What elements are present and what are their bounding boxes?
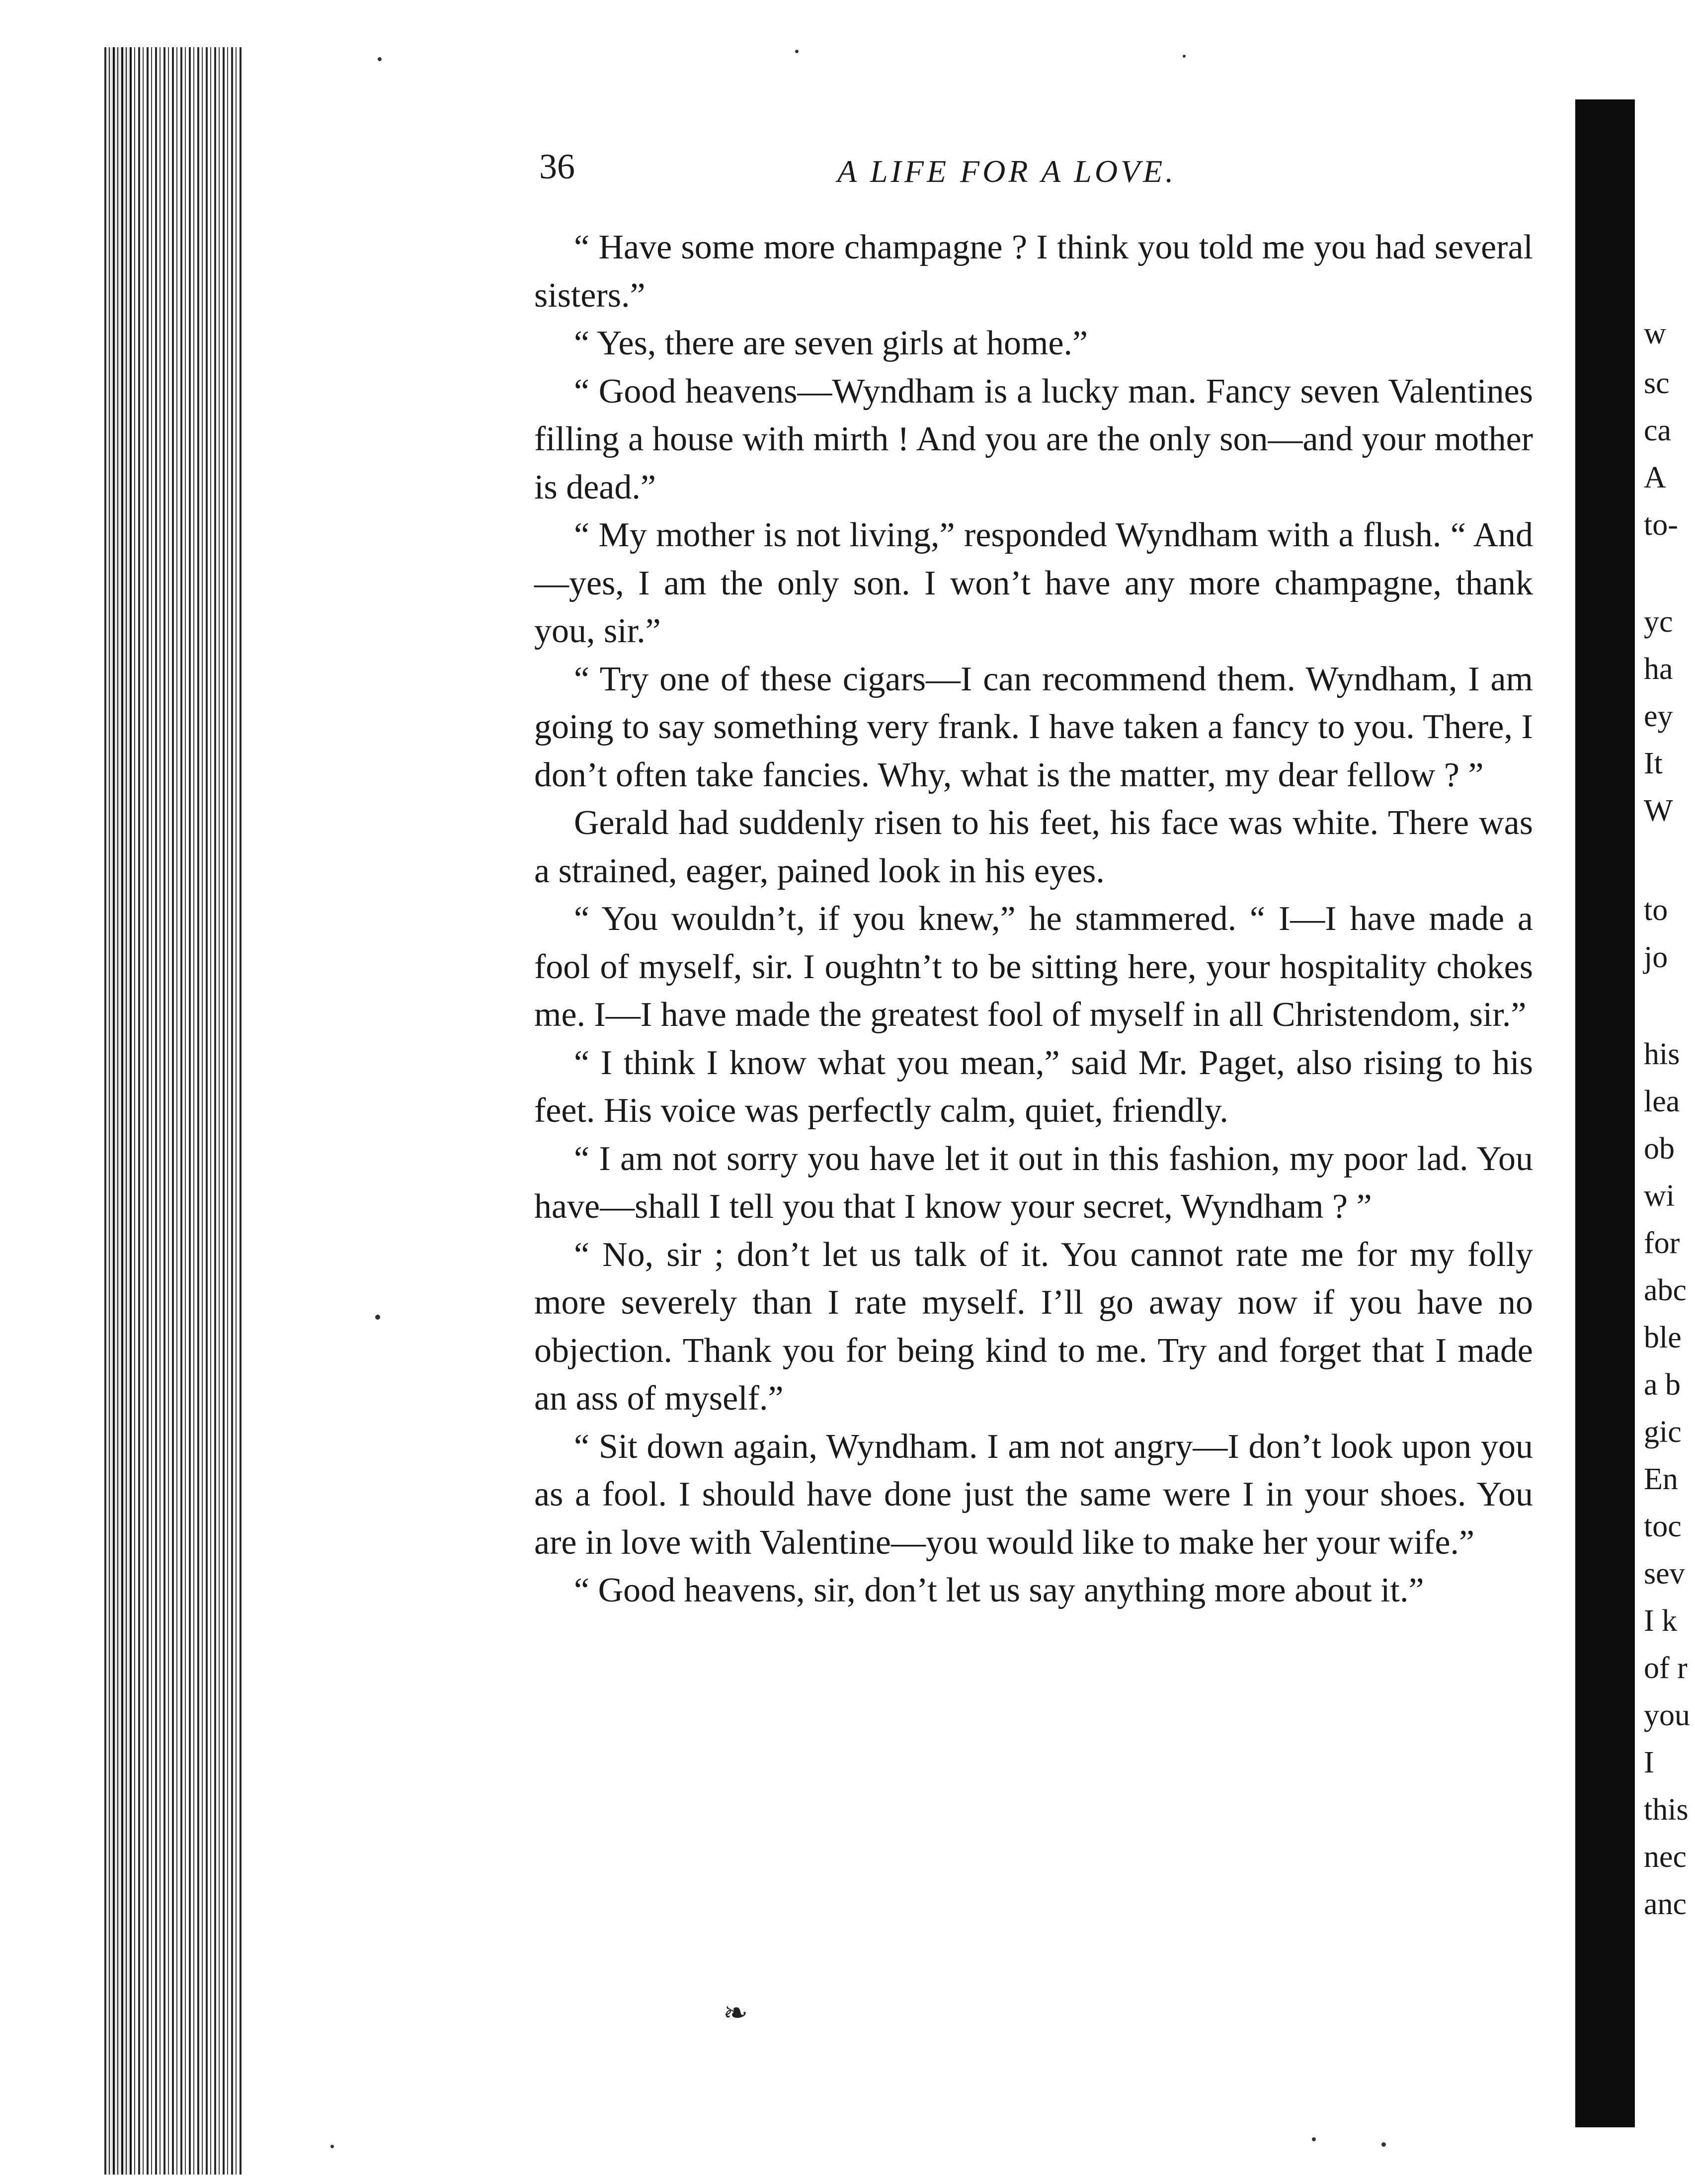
- fragment-text: to: [1644, 893, 1668, 927]
- fragment-text: jo: [1644, 940, 1668, 974]
- fragment-text: It: [1644, 747, 1663, 780]
- page-number: 36: [539, 147, 575, 186]
- ornament-icon: ❧: [723, 1997, 748, 2029]
- fragment-text: lea: [1644, 1085, 1680, 1118]
- fragment-text: ob: [1644, 1132, 1675, 1166]
- fragment-text: sev: [1644, 1557, 1685, 1591]
- paragraph: “ Yes, there are seven girls at home.”: [574, 324, 1088, 362]
- facing-page-fragment: [1640, 318, 1695, 1968]
- paragraph: “ Good heavens, sir, don’t let us say anything more about it.”: [574, 1571, 1424, 1609]
- paragraph: “ Try one of these cigars—I can recommend them. Wyndham, I am going to say something very frank. I have taken a fancy to you. There, I don’t often take fancies. Why, what is the matter, my dear fellow ? ”: [534, 660, 1533, 794]
- paragraph: “ No, sir ; don’t let us talk of it. You cannot rate me for my folly more severely than I rate myself. I’ll go away now if you have no objection. Thank you for being kind to me. Try and forget that I made an ass of myself.”: [534, 1235, 1533, 1418]
- fragment-text: his: [1644, 1037, 1680, 1071]
- paragraph: “ You wouldn’t, if you knew,” he stammered. “ I—I have made a fool of myself, sir. I oughtn’t to be sitting here, your hospitality chokes me. I—I have made the greatest fool of myself in all Christendom, sir.”: [534, 900, 1533, 1034]
- fragment-text: a b: [1644, 1368, 1681, 1402]
- paragraph: “ Sit down again, Wyndham. I am not angry—I don’t look upon you as a fool. I should have done just the same were I in your shoes. You are in love with Valentine—you would like to make her your wife.”: [534, 1427, 1533, 1562]
- paragraph: “ Good heavens—Wyndham is a lucky man. Fancy seven Valentines filling a house with mirth ! And you are the only son—and your mother is dead.”: [534, 372, 1533, 506]
- fragment-text: to-: [1644, 508, 1678, 542]
- fragment-text: of r: [1644, 1651, 1688, 1685]
- page-edges: [104, 47, 243, 2175]
- scan-speck: [1312, 2137, 1316, 2141]
- fragment-text: En: [1644, 1462, 1678, 1496]
- fragment-text: A: [1644, 461, 1666, 495]
- scan-speck: [330, 2145, 334, 2148]
- paragraph: “ I am not sorry you have let it out in this fashion, my poor lad. You have—shall I tell you that I know your secret, Wyndham ? ”: [534, 1139, 1533, 1226]
- fragment-text: gic: [1644, 1415, 1682, 1449]
- facing-page-shadow: [1575, 99, 1635, 2127]
- scan-speck: [795, 50, 799, 53]
- fragment-text: this: [1644, 1793, 1689, 1827]
- fragment-text: anc: [1644, 1887, 1687, 1921]
- running-title: A LIFE FOR A LOVE.: [837, 154, 1177, 189]
- body-text: [534, 224, 1533, 1615]
- page-header: [539, 147, 1533, 196]
- fragment-text: toc: [1644, 1510, 1682, 1543]
- fragment-text: yc: [1644, 605, 1673, 639]
- scan-speck: [375, 1315, 380, 1320]
- fragment-text: w: [1644, 318, 1666, 350]
- fragment-text: ca: [1644, 414, 1672, 447]
- fragment-text: I: [1644, 1746, 1654, 1779]
- paragraph: “ I think I know what you mean,” said Mr. Paget, also rising to his feet. His voice was perfectly calm, quiet, friendly.: [534, 1043, 1533, 1130]
- fragment-text: ha: [1644, 652, 1673, 686]
- scan-speck: [1183, 55, 1186, 58]
- scan-speck: [378, 57, 382, 61]
- fragment-text: wi: [1644, 1179, 1675, 1213]
- fragment-text: you: [1644, 1698, 1690, 1732]
- paragraph: “ My mother is not living,” responded Wyndham with a flush. “ And—yes, I am the only son. I won’t have any more champagne, thank you, sir.”: [534, 516, 1533, 650]
- paragraph: Gerald had suddenly risen to his feet, his face was white. There was a strained, eager, pained look in his eyes.: [534, 804, 1533, 890]
- fragment-text: W: [1644, 794, 1673, 828]
- fragment-text: abc: [1644, 1273, 1687, 1307]
- fragment-text: sc: [1644, 366, 1670, 400]
- fragment-text: ey: [1644, 699, 1673, 733]
- fragment-text: nec: [1644, 1840, 1687, 1874]
- fragment-text: for: [1644, 1226, 1680, 1260]
- fragment-text: I k: [1644, 1604, 1678, 1638]
- fragment-text: ble: [1644, 1321, 1682, 1354]
- paragraph: “ Have some more champagne ? I think you told me you had several sisters.”: [534, 228, 1533, 315]
- scan-speck: [1381, 2142, 1386, 2147]
